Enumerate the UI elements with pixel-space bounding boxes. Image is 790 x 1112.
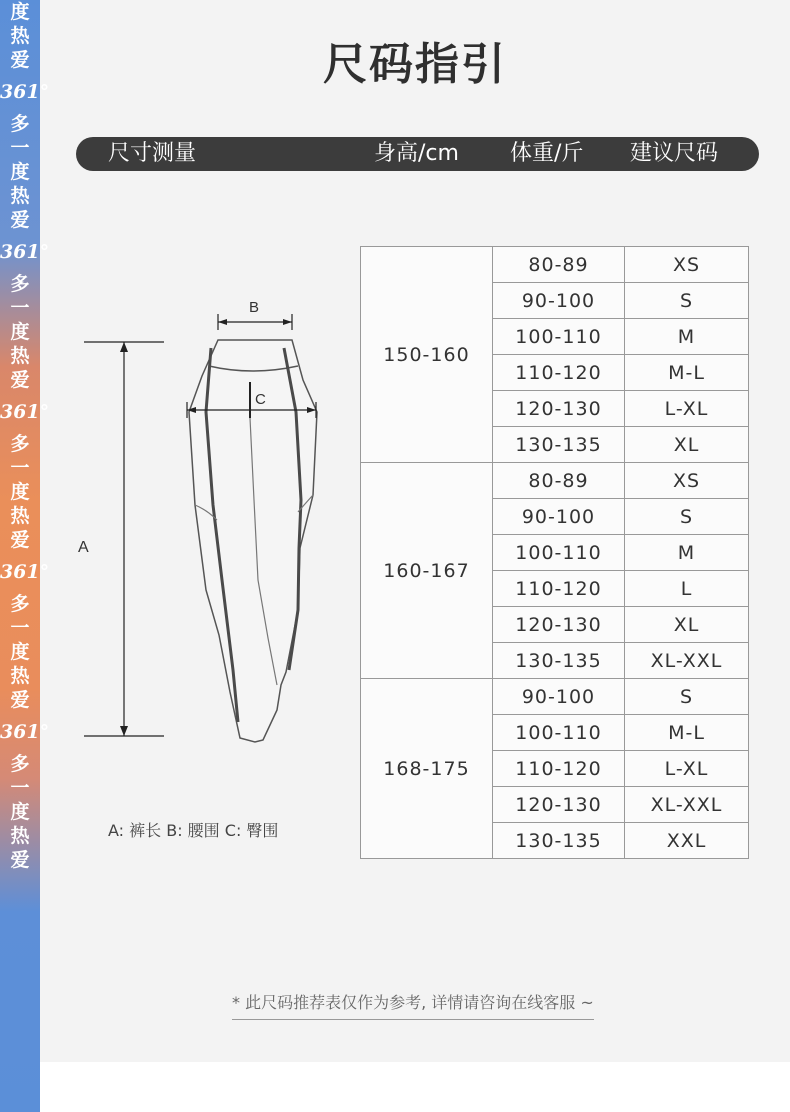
weight-range-cell: 100-110 — [493, 715, 625, 751]
table-row — [361, 247, 749, 283]
brand-strip-char: 度 — [10, 1, 30, 23]
size-cell: S — [625, 679, 749, 715]
brand-strip-char: 一 — [10, 297, 30, 319]
size-cell: M — [625, 535, 749, 571]
length-arrow-up-icon — [120, 342, 128, 352]
weight-range-cell: 110-120 — [493, 571, 625, 607]
brand-logo: 361° — [0, 241, 50, 263]
size-cell: XXL — [625, 823, 749, 859]
table-row — [361, 463, 749, 499]
brand-logo: 361° — [0, 561, 50, 583]
brand-strip-char: 多 — [10, 113, 30, 135]
weight-range-cell: 130-135 — [493, 823, 625, 859]
length-arrow-down-icon — [120, 726, 128, 736]
brand-strip — [0, 0, 50, 1112]
size-cell: L — [625, 571, 749, 607]
header-bar — [76, 137, 759, 171]
size-cell: XL — [625, 607, 749, 643]
header-size: 建议尺码 — [630, 141, 719, 166]
brand-logo: 361° — [0, 401, 50, 423]
size-cell: S — [625, 283, 749, 319]
disclaimer-note: * 此尺码推荐表仅作为参考, 详情请咨询在线客服 ~ — [232, 990, 594, 1020]
size-cell: L-XL — [625, 391, 749, 427]
brand-strip-char: 度 — [10, 481, 30, 503]
brand-strip-char: 热 — [10, 25, 30, 47]
header-measure: 尺寸测量 — [108, 141, 197, 166]
brand-strip-char: 度 — [10, 321, 30, 343]
brand-logo: 361° — [0, 721, 50, 743]
brand-strip-char: 热 — [10, 665, 30, 687]
label-a: A — [78, 539, 89, 556]
size-cell: L-XL — [625, 751, 749, 787]
brand-strip-char: 一 — [10, 617, 30, 639]
size-cell: XL — [625, 427, 749, 463]
leggings-measurement-figure — [72, 290, 342, 760]
weight-range-cell: 100-110 — [493, 535, 625, 571]
table-row — [361, 679, 749, 715]
brand-strip-char: 热 — [10, 825, 30, 847]
brand-strip-char: 爱 — [10, 49, 30, 71]
weight-range-cell: 130-135 — [493, 643, 625, 679]
size-table — [360, 246, 749, 859]
brand-strip-char: 爱 — [10, 369, 30, 391]
waist-arrow-right-icon — [283, 319, 292, 325]
brand-logo: 361° — [0, 81, 50, 103]
weight-range-cell: 90-100 — [493, 499, 625, 535]
weight-range-cell: 100-110 — [493, 319, 625, 355]
brand-strip-char: 一 — [10, 777, 30, 799]
size-cell: XS — [625, 247, 749, 283]
height-range-cell: 168-175 — [361, 679, 493, 859]
size-cell: XL-XXL — [625, 643, 749, 679]
brand-strip-char: 度 — [10, 641, 30, 663]
weight-range-cell: 80-89 — [493, 463, 625, 499]
size-table-body — [361, 247, 749, 859]
brand-strip-char: 热 — [10, 505, 30, 527]
size-cell: M — [625, 319, 749, 355]
brand-strip-char: 多 — [10, 593, 30, 615]
brand-strip-char: 热 — [10, 345, 30, 367]
label-c: C — [255, 391, 266, 408]
size-cell: M-L — [625, 715, 749, 751]
weight-range-cell: 120-130 — [493, 787, 625, 823]
size-cell: S — [625, 499, 749, 535]
brand-strip-char: 爱 — [10, 529, 30, 551]
size-cell: M-L — [625, 355, 749, 391]
size-cell: XS — [625, 463, 749, 499]
brand-strip-char: 度 — [10, 161, 30, 183]
brand-strip-char: 爱 — [10, 689, 30, 711]
weight-range-cell: 110-120 — [493, 355, 625, 391]
weight-range-cell: 90-100 — [493, 679, 625, 715]
weight-range-cell: 90-100 — [493, 283, 625, 319]
brand-strip-char: 度 — [10, 801, 30, 823]
brand-strip-char: 爱 — [10, 209, 30, 231]
brand-strip-char: 热 — [10, 185, 30, 207]
header-height: 身高/cm — [374, 141, 459, 166]
brand-strip-char: 一 — [10, 457, 30, 479]
brand-strip-text — [0, 0, 50, 872]
brand-strip-char: 多 — [10, 753, 30, 775]
measurement-legend: A: 裤长 B: 腰围 C: 臀围 — [108, 821, 279, 840]
size-cell: XL-XXL — [625, 787, 749, 823]
weight-range-cell: 120-130 — [493, 391, 625, 427]
brand-strip-char: 多 — [10, 273, 30, 295]
weight-range-cell: 80-89 — [493, 247, 625, 283]
waist-arrow-left-icon — [218, 319, 227, 325]
page-title: 尺码指引 — [323, 39, 507, 90]
brand-strip-char: 一 — [10, 137, 30, 159]
height-range-cell: 150-160 — [361, 247, 493, 463]
brand-strip-char: 多 — [10, 433, 30, 455]
weight-range-cell: 110-120 — [493, 751, 625, 787]
weight-range-cell: 120-130 — [493, 607, 625, 643]
header-weight: 体重/斤 — [510, 141, 584, 166]
label-b: B — [249, 299, 260, 316]
brand-strip-char: 爱 — [10, 849, 30, 871]
height-range-cell: 160-167 — [361, 463, 493, 679]
weight-range-cell: 130-135 — [493, 427, 625, 463]
